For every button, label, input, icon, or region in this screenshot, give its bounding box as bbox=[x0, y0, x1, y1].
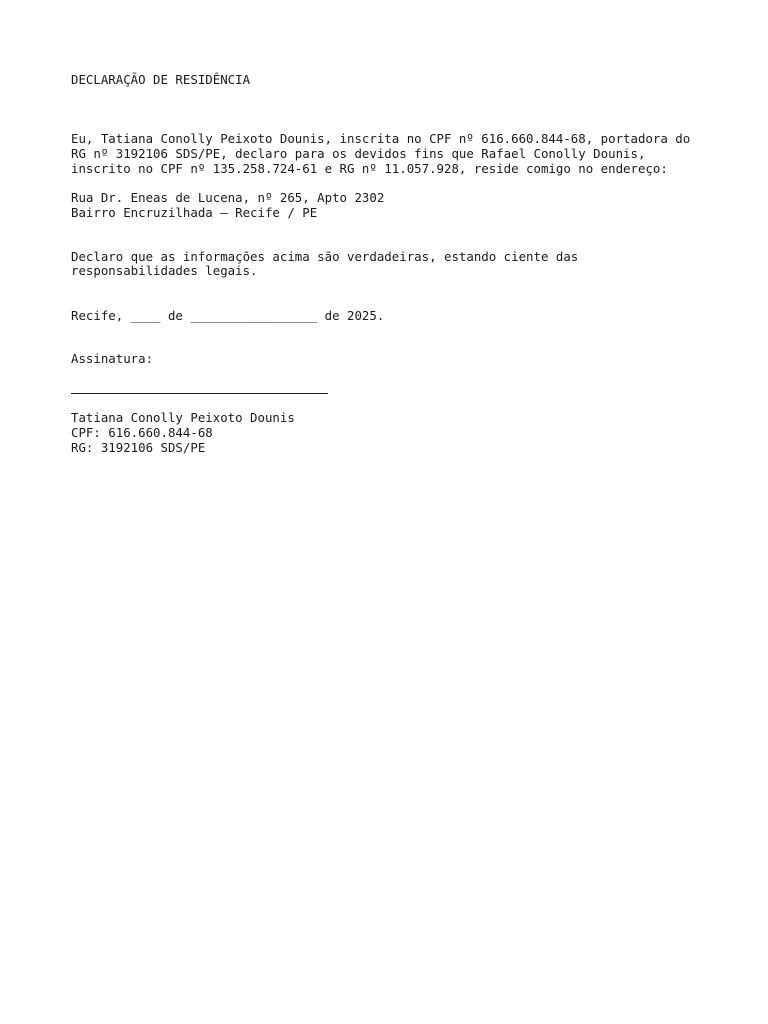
signer-cpf: CPF: 616.660.844-68 bbox=[71, 425, 213, 440]
document-title: DECLARAÇÃO DE RESIDÊNCIA bbox=[71, 72, 251, 87]
truth-statement-line-2: responsabilidades legais. bbox=[71, 263, 258, 278]
date-line: Recife, ____ de _________________ de 2025. bbox=[71, 308, 385, 323]
address-line-1: Rua Dr. Eneas de Lucena, nº 265, Apto 2302 bbox=[71, 190, 385, 205]
address-line-2: Bairro Encruzilhada – Recife / PE bbox=[71, 205, 318, 220]
signature-label: Assinatura: bbox=[71, 351, 154, 366]
declaration-line-2: RG nº 3192106 SDS/PE, declaro para os devidos fins que Rafael Conolly Dounis, bbox=[71, 146, 646, 161]
signer-rg: RG: 3192106 SDS/PE bbox=[71, 440, 206, 455]
truth-statement-line-1: Declaro que as informações acima são verdadeiras, estando ciente das bbox=[71, 249, 579, 264]
declaration-line-1: Eu, Tatiana Conolly Peixoto Dounis, inscrita no CPF nº 616.660.844-68, portadora do bbox=[71, 131, 691, 146]
declaration-line-3: inscrito no CPF nº 135.258.724-61 e RG nº 11.057.928, reside comigo no endereço: bbox=[71, 161, 668, 176]
signature-line bbox=[71, 393, 328, 394]
signer-name: Tatiana Conolly Peixoto Dounis bbox=[71, 410, 295, 425]
